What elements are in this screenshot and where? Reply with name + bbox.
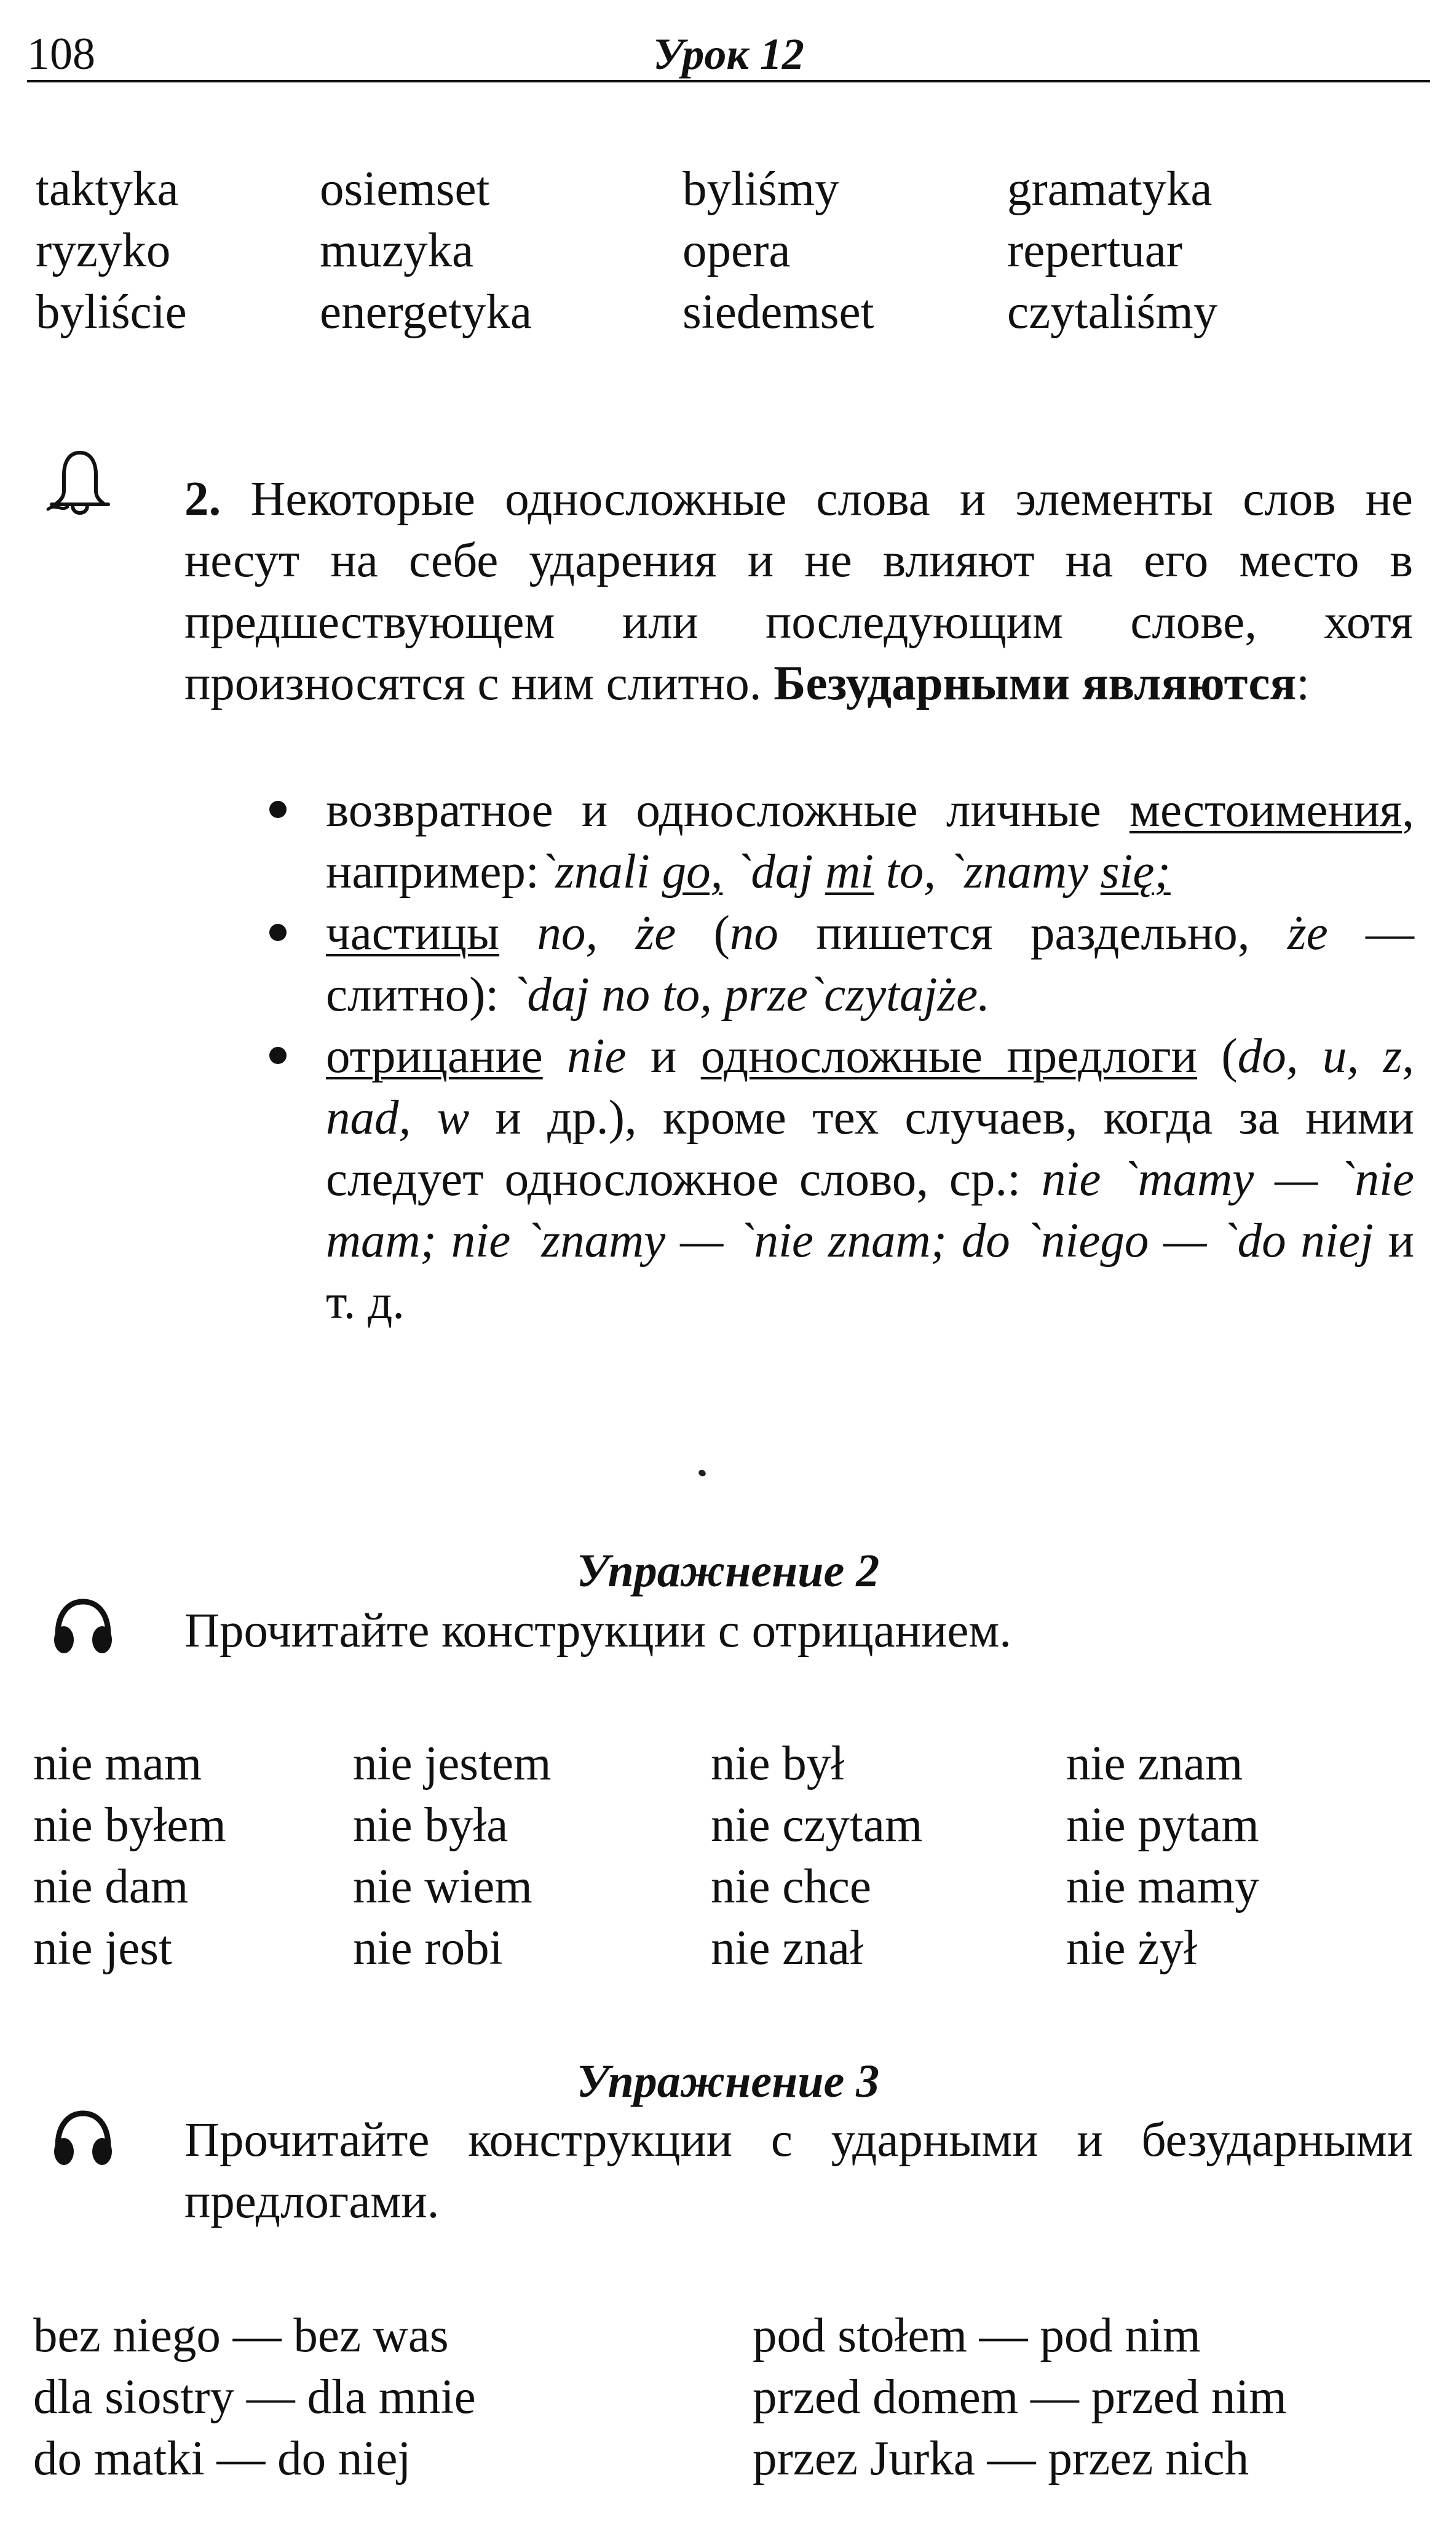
rule-number: 2. bbox=[184, 472, 221, 526]
bullet-dot bbox=[269, 924, 287, 941]
word-item: byliśmy bbox=[682, 162, 839, 216]
phrase-row bbox=[33, 2428, 1410, 2490]
rule-paragraph bbox=[184, 469, 1413, 715]
page-header bbox=[27, 23, 1430, 85]
word-item: byliście bbox=[36, 285, 187, 339]
example-underlined: go, bbox=[662, 845, 723, 899]
exercise-3-instruction: Прочитайте конструкции с ударными и безударными предлогами. bbox=[184, 2113, 1413, 2228]
example-text: do, u, z, nad, w bbox=[326, 1030, 1415, 1145]
word-item: nie mam bbox=[33, 1737, 202, 1790]
bullet-text: ( bbox=[1197, 1030, 1238, 1083]
phrase-grid-exercise-3 bbox=[33, 2305, 1410, 2490]
header-rule bbox=[27, 80, 1430, 82]
bullet-text: и т. д. bbox=[326, 1214, 1414, 1329]
word-row bbox=[33, 1733, 1410, 1795]
phrase-item: przez Jurka — przez nich bbox=[753, 2432, 1249, 2485]
word-row bbox=[33, 1856, 1410, 1918]
phrase-row bbox=[33, 2305, 1410, 2367]
bullet-item-negation bbox=[326, 1026, 1414, 1333]
word-item: nie znał bbox=[711, 1921, 863, 1975]
example-text: że bbox=[1287, 907, 1328, 960]
bullet-dot bbox=[269, 801, 287, 818]
rule-bold-text: Безударными являются bbox=[774, 657, 1297, 710]
word-item: osiemset bbox=[320, 162, 490, 216]
bullet-text: и др.), кроме тех случаев, когда за ними следует односложное слово, ср.: bbox=[326, 1091, 1414, 1206]
word-item: nie żył bbox=[1066, 1921, 1197, 1975]
word-item: nie chce bbox=[711, 1860, 871, 1913]
example-text: nie bbox=[542, 1030, 627, 1083]
example-underlined: się; bbox=[1100, 845, 1171, 899]
example-text: to, `znamy bbox=[874, 845, 1101, 899]
word-item: opera bbox=[682, 224, 791, 277]
bullet-text: возвратное и односложные личные bbox=[326, 784, 1130, 837]
word-grid-top bbox=[36, 159, 1413, 343]
word-item: nie mamy bbox=[1066, 1860, 1259, 1913]
underlined-term: отрицание bbox=[326, 1030, 543, 1083]
word-row bbox=[36, 282, 1413, 343]
underlined-term: частицы bbox=[326, 907, 500, 960]
rule-colon: : bbox=[1296, 657, 1310, 710]
word-grid-exercise-2 bbox=[33, 1733, 1410, 1979]
bullet-text: — слитно): bbox=[326, 907, 1415, 1022]
example-text: nie `mamy — `nie mam; nie `znamy — `nie znam; do `niego — `do niej bbox=[326, 1153, 1414, 1268]
bullet-text: , например: bbox=[326, 784, 1414, 899]
bullet-item-pronouns bbox=[326, 780, 1414, 903]
underlined-term: местоимения bbox=[1129, 784, 1403, 837]
bell-icon bbox=[43, 448, 117, 522]
word-item: ryzyko bbox=[36, 224, 171, 277]
word-item: gramatyka bbox=[1007, 162, 1213, 216]
underlined-term: односложные предлоги bbox=[700, 1030, 1197, 1083]
phrase-row bbox=[33, 2367, 1410, 2428]
headphones-icon bbox=[49, 2108, 117, 2170]
word-item: muzyka bbox=[320, 224, 474, 277]
word-item: nie jest bbox=[33, 1921, 172, 1975]
word-item: siedemset bbox=[682, 285, 874, 339]
word-item: nie czytam bbox=[711, 1798, 923, 1852]
word-item: nie pytam bbox=[1066, 1798, 1259, 1852]
rule-text: Некоторые односложные слова и элементы слов не несут на себе ударения и не влияют на его место в предшествующем или последующим слове, хотя произносятся с ним слитно. bbox=[184, 472, 1413, 710]
word-item: nie był bbox=[711, 1737, 845, 1790]
word-row bbox=[36, 220, 1413, 282]
bullet-text: и bbox=[626, 1030, 701, 1083]
phrase-item: pod stołem — pod nim bbox=[753, 2309, 1201, 2362]
example-text: `znali bbox=[539, 845, 662, 899]
word-item: nie wiem bbox=[353, 1860, 532, 1913]
word-item: nie byłem bbox=[33, 1798, 226, 1852]
word-item: nie robi bbox=[353, 1921, 503, 1975]
page-number: 108 bbox=[27, 29, 95, 79]
bullet-item-particles bbox=[326, 903, 1414, 1026]
word-item: taktyka bbox=[36, 162, 179, 216]
word-item: nie znam bbox=[1066, 1737, 1243, 1790]
phrase-item: przed domem — przed nim bbox=[753, 2370, 1287, 2424]
word-row bbox=[33, 1918, 1410, 1979]
exercise-2-title: Упражнение 2 bbox=[576, 1545, 880, 1597]
word-item: energetyka bbox=[320, 285, 532, 339]
word-item: repertuar bbox=[1007, 224, 1183, 277]
example-text: no, że bbox=[499, 907, 676, 960]
example-text: `daj no to, prze`czytajże. bbox=[511, 968, 990, 1022]
exercise-2-instruction: Прочитайте конструкции с отрицанием. bbox=[184, 1604, 1012, 1658]
word-item: czytaliśmy bbox=[1007, 285, 1218, 339]
phrase-item: do matki — do niej bbox=[33, 2432, 411, 2485]
word-item: nie dam bbox=[33, 1860, 189, 1913]
lesson-title: Урок 12 bbox=[653, 30, 804, 79]
example-text: no bbox=[729, 907, 778, 960]
word-item: nie była bbox=[353, 1798, 508, 1852]
example-text: `daj bbox=[722, 845, 826, 899]
bullet-text: пишется раздельно, bbox=[778, 907, 1288, 960]
word-row bbox=[36, 159, 1413, 220]
phrase-item: bez niego — bez was bbox=[33, 2309, 449, 2362]
exercise-3-title: Упражнение 3 bbox=[576, 2056, 880, 2107]
word-row bbox=[33, 1795, 1410, 1856]
print-speck bbox=[697, 1469, 706, 1478]
example-underlined: mi bbox=[825, 845, 874, 899]
word-item: nie jestem bbox=[353, 1737, 552, 1790]
bullet-dot bbox=[269, 1047, 287, 1064]
rule-bullet-list bbox=[326, 780, 1414, 1333]
headphones-icon bbox=[49, 1597, 117, 1658]
bullet-text: ( bbox=[676, 907, 730, 960]
phrase-item: dla siostry — dla mnie bbox=[33, 2370, 476, 2424]
